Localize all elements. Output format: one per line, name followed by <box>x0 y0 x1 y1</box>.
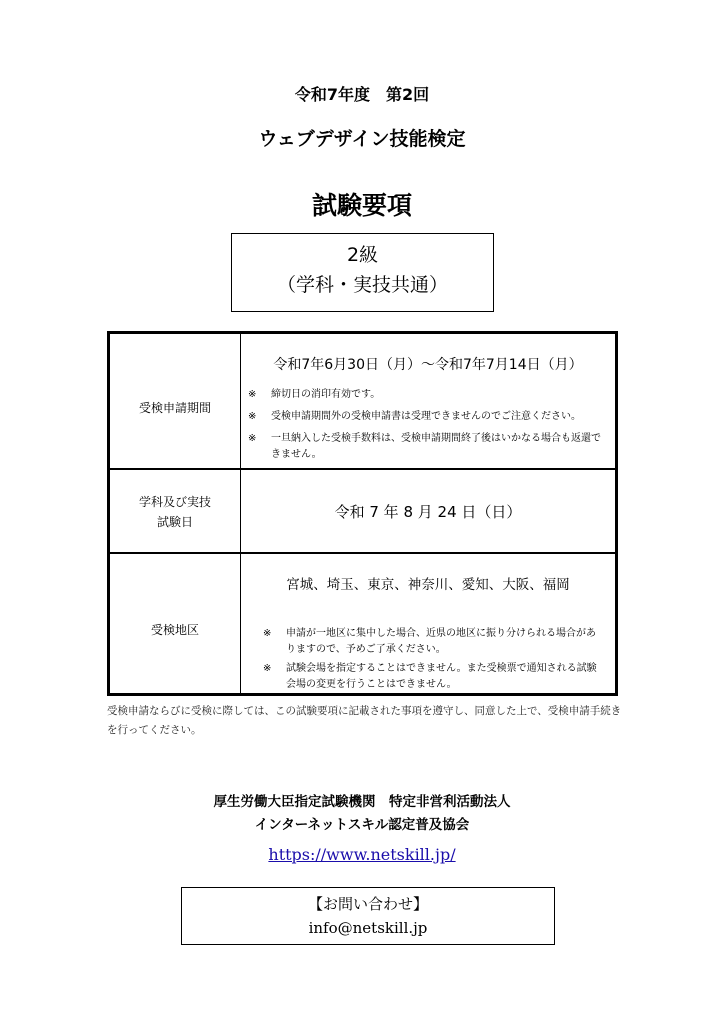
exam-region-value: 宮城、埼玉、東京、神奈川、愛知、大阪、福岡 <box>286 577 570 593</box>
grade-scope: （学科・実技共通） <box>276 274 448 296</box>
organization-name: インターネットスキル認定普及協会 <box>254 817 470 833</box>
contact-box <box>181 887 555 945</box>
table-row-divider <box>110 468 615 470</box>
region-note: ※ 試験会場を指定することはできません。また受検票で通知される試験会場の変更を行うことはできません。 <box>263 663 597 690</box>
contact-heading: 【お問い合わせ】 <box>307 895 428 913</box>
exam-date-value: 令和 7 年 8 月 24 日（日） <box>334 503 522 521</box>
website-link[interactable]: https://www.netskill.jp/ <box>268 845 456 864</box>
contact-email[interactable]: info@netskill.jp <box>308 919 428 937</box>
exam-date-label: 学科及び実技 試験日 <box>138 495 211 529</box>
exam-info-table <box>107 331 618 696</box>
grade-box <box>231 233 494 312</box>
region-note: ※ 申請が一地区に集中した場合、近県の地区に振り分けられる場合がありますので、予めご了承ください。 <box>263 628 596 655</box>
grade-level: 2級 <box>346 244 379 266</box>
exam-name-heading: ウェブデザイン技能検定 <box>258 128 466 150</box>
organization-designation: 厚生労働大臣指定試験機関 特定非営利活動法人 <box>213 794 511 810</box>
application-note: ※ 受検申請期間外の受検申請書は受理できませんのでご注意ください。 <box>248 411 581 422</box>
application-note: ※ 締切日の消印有効です。 <box>248 389 381 400</box>
application-note: ※ 一旦納入した受検手数料は、受検申請期間終了後はいかなる場合も返還できません。 <box>248 433 601 460</box>
application-period-label: 受検申請期間 <box>138 401 211 415</box>
table-row-divider <box>110 552 615 554</box>
compliance-note: 受検申請ならびに受検に際しては、この試験要項に記載された事項を遵守し、同意した上で、受検申請手続きを行ってください。 <box>107 705 622 736</box>
exam-region-label: 受検地区 <box>150 623 199 637</box>
exam-round-heading: 令和7年度 第2回 <box>294 85 430 104</box>
application-period-value: 令和7年6月30日（月）～令和7年7月14日（月） <box>273 357 583 373</box>
document-title: 試験要項 <box>311 191 412 220</box>
